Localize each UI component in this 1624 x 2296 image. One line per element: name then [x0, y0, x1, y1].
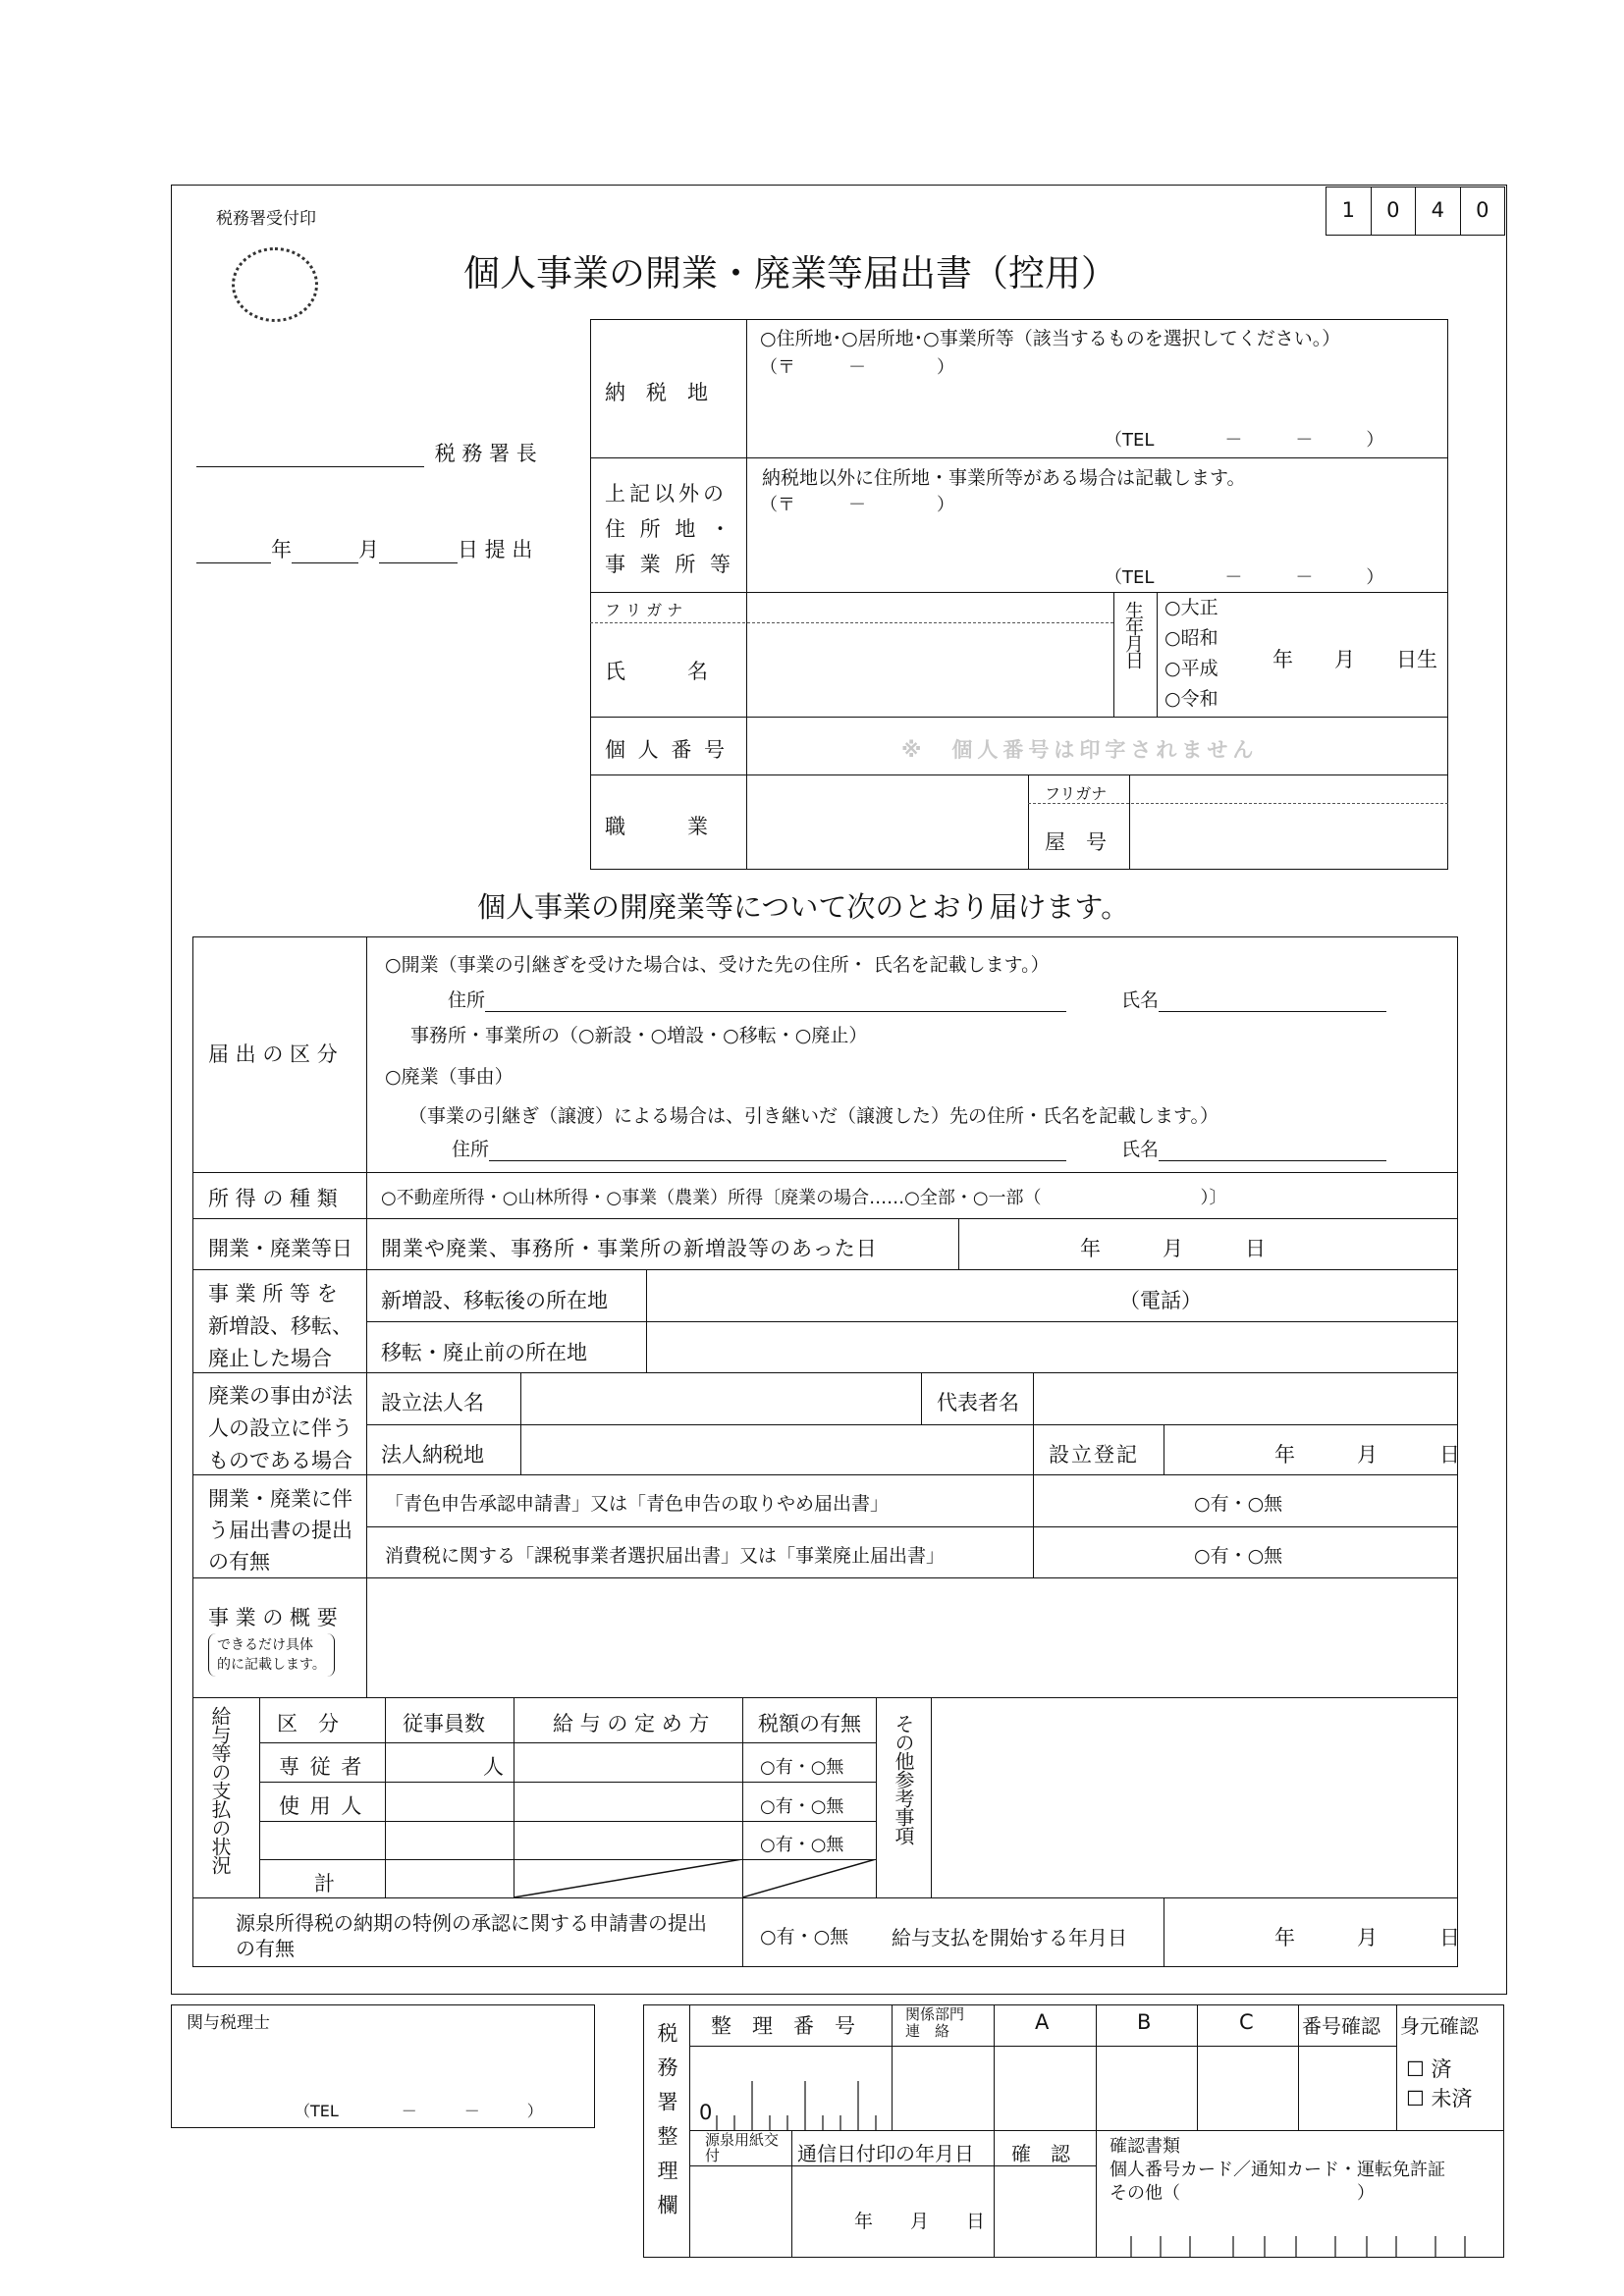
hikitsugi-note: （事業の引継ぎ（譲渡）による場合は、引き継いだ（譲渡した）先の住所・氏名を記載します。） [408, 1105, 1218, 1127]
divider [1298, 2004, 1299, 2130]
tax-office-name-line[interactable] [196, 442, 424, 467]
divider [590, 717, 1448, 718]
gensen-kofu: 源泉用紙交 付 [705, 2131, 794, 2164]
divider [994, 2004, 995, 2258]
kaigyo-option[interactable]: ○開業（事業の引継ぎを受けた場合は、受けた先の住所・ 氏名を記載します。） [385, 954, 1050, 976]
shorui-ticks [1096, 2228, 1504, 2258]
page-title: 個人事業の開業・廃業等届出書（控用） [463, 252, 1117, 294]
haigyo-address: 住所 [452, 1135, 1066, 1161]
salary-total-label: 計 [314, 1872, 335, 1896]
divider [192, 1218, 1458, 1219]
stamp-label: 税務署受付印 [216, 209, 316, 229]
divider-dashed [590, 622, 1113, 623]
divider [590, 457, 1448, 458]
form-code-digit: 1 [1341, 198, 1355, 222]
kaigyo-name-line[interactable] [1159, 990, 1386, 1012]
month-line[interactable] [292, 538, 358, 563]
col-a: A [1035, 2010, 1050, 2034]
haigyo-name: 氏名 [1121, 1135, 1386, 1161]
jimusho-option[interactable]: 事務所・事業所の（○新設・○増設・○移転・○廃止） [410, 1025, 868, 1046]
divider [590, 592, 1448, 593]
move-after-phone[interactable]: （電話） [1119, 1289, 1202, 1312]
haigyo-option[interactable]: ○廃業（事由） [385, 1066, 514, 1088]
year-line[interactable] [196, 538, 271, 563]
divider [259, 1782, 876, 1783]
kubun-label: 届 出 の 区 分 [208, 1042, 338, 1066]
shotoku-options[interactable]: ○不動産所得・○山林所得・○事業（農業）所得〔廃業の場合……○全部・○一部（ ）〕 [381, 1188, 1227, 1208]
nouzeichi-choice[interactable]: ○住所地･○居所地･○事業所等（該当するものを選択してください。） [760, 328, 1341, 349]
name-label: 氏 名 [605, 660, 708, 683]
era-reiwa[interactable]: ○令和 [1164, 688, 1218, 710]
gaiyo-note: できるだけ具体 的に記載します。 [208, 1633, 335, 1677]
gensen-umu[interactable]: ○有・○無 [760, 1926, 849, 1948]
seiri-label: 整 理 番 号 [711, 2014, 855, 2038]
mimoto-kakunin: 身元確認 [1400, 2014, 1479, 2038]
corp-addr-label: 法人納税地 [381, 1443, 484, 1467]
kankei-label: 関係部門連 絡 [905, 2005, 965, 2040]
divider [689, 2004, 690, 2258]
divider [791, 2130, 792, 2258]
move-before-label: 移転・廃止前の所在地 [381, 1341, 587, 1364]
corp-name-label: 設立法人名 [381, 1391, 484, 1415]
zeirishi-tel[interactable]: （TEL － － ） [295, 2102, 543, 2120]
salary-start-label: 給与支払を開始する年月日 [892, 1926, 1127, 1949]
birth-ymd[interactable]: 年 月 日生 [1272, 648, 1437, 671]
aoiro-umu[interactable]: ○有・○無 [1194, 1493, 1283, 1515]
month-label: 月 [358, 538, 379, 561]
divider [689, 2046, 1396, 2047]
divider [1033, 1372, 1034, 1424]
submission-date [196, 534, 532, 563]
shorui-list: 個人番号カード／通知カード・運転免許証 [1110, 2160, 1445, 2180]
salary-row-kubun: 専 従 者 [279, 1755, 364, 1779]
divider [192, 1897, 1458, 1898]
divider [385, 1697, 386, 1897]
divider [958, 1218, 959, 1269]
move-label: 事 業 所 等 を 新増設、移転、 廃止した場合 [208, 1282, 352, 1370]
form-code-digit: 0 [1371, 187, 1416, 235]
haigyo-name-line[interactable] [1159, 1140, 1386, 1161]
salary-header-method: 給 与 の 定 め 方 [553, 1712, 710, 1735]
divider [1033, 1474, 1034, 1577]
date-desc: 開業や廃業、事務所・事業所の新増設等のあった日 [381, 1237, 878, 1260]
form-code-digit: 4 [1415, 187, 1460, 235]
divider [1113, 592, 1114, 717]
filing-label: 開業・廃業に伴 う届出書の提出 の有無 [208, 1487, 352, 1574]
bango-kakunin: 番号確認 [1302, 2014, 1380, 2038]
date-label: 開業・廃業等日 [208, 1237, 352, 1260]
gensen-label: 源泉所得税の納期の特例の承認に関する申請書の提出の有無 [236, 1911, 707, 1960]
divider [366, 1424, 1458, 1425]
total-slash [514, 1859, 742, 1897]
other-address-tel[interactable]: （TEL － － ） [1105, 567, 1384, 588]
era-showa[interactable]: ○昭和 [1164, 627, 1218, 649]
shorui-title: 確認書類 [1110, 2136, 1180, 2157]
divider [520, 1372, 521, 1474]
form-code-digit: 0 [1460, 187, 1505, 235]
other-address-note: 納税地以外に住所地・事業所等がある場合は記載します。 [762, 467, 1246, 489]
divider [746, 319, 747, 870]
divider [366, 1321, 1458, 1322]
shohizei-label: 消費税に関する「課税事業者選択届出書」又は「事業廃止届出書」 [385, 1545, 946, 1567]
divider [1033, 1424, 1034, 1474]
zeirishi-label: 関与税理士 [187, 2013, 270, 2033]
office-side-label: 税務署整理欄 [655, 2022, 678, 2228]
divider [1028, 774, 1029, 870]
declaration: 個人事業の開廃業等について次のとおり届けます。 [477, 890, 1130, 924]
kaigyo-address-line[interactable] [485, 990, 1066, 1012]
salary-row-kubun: 使 用 人 [279, 1794, 364, 1818]
salary-header-kubun: 区 分 [277, 1712, 339, 1735]
yago-furigana: フリガナ [1045, 784, 1108, 803]
salary-header-tax: 税額の有無 [758, 1712, 861, 1735]
corp-label: 廃業の事由が法 人の設立に伴う ものである場合 [208, 1384, 352, 1472]
mimoto-zumi[interactable]: ☐ 済 [1406, 2057, 1452, 2081]
day-line[interactable] [379, 538, 458, 563]
yago-label: 屋 号 [1045, 830, 1107, 854]
furigana-label: フ リ ガ ナ [605, 601, 683, 619]
divider [689, 2130, 1504, 2131]
divider [1197, 2004, 1198, 2130]
divider [192, 1172, 1458, 1173]
divider [192, 1577, 1458, 1578]
tax-office-chief [196, 438, 537, 467]
move-after-label: 新増設、移転後の所在地 [381, 1289, 608, 1312]
date-ymd[interactable]: 年 月 日 [1080, 1237, 1266, 1260]
birthdate-label: 生年月日 [1122, 601, 1144, 667]
seiri-number-zero: 0 [699, 2101, 713, 2124]
registration-label: 設立登記 [1049, 1443, 1139, 1467]
divider [1396, 2004, 1397, 2130]
rep-name-label: 代表者名 [937, 1391, 1019, 1415]
salary-side-label: 給与等の支払の状況 [208, 1706, 232, 1874]
divider [646, 1269, 647, 1372]
col-c: C [1239, 2010, 1254, 2034]
nouzeichi-label: 納 税 地 [605, 381, 708, 404]
divider [192, 1697, 1458, 1698]
salary-start-ymd[interactable]: 年 月 日 [1274, 1926, 1460, 1949]
shorui-sonota: その他（ ） [1110, 2183, 1375, 2204]
gaiyo-label: 事 業 の 概 要 [208, 1606, 338, 1629]
salary-row-umu[interactable]: ○有・○無 [760, 1757, 844, 1778]
kaigyo-name: 氏名 [1121, 986, 1386, 1012]
divider [892, 2004, 893, 2130]
nouzeichi-tel[interactable]: （TEL － － ） [1105, 430, 1384, 451]
divider [259, 1697, 260, 1897]
era-options[interactable] [1164, 593, 1218, 715]
divider [259, 1742, 876, 1743]
occupation-label: 職 業 [605, 815, 708, 838]
kaigyo-address: 住所 [448, 986, 1066, 1012]
stamp-circle [232, 247, 318, 322]
divider [366, 1526, 1458, 1527]
kakunin-label: 確 認 [1011, 2142, 1070, 2165]
divider [259, 1821, 876, 1822]
shotoku-label: 所 得 の 種 類 [208, 1187, 338, 1210]
total-slash [742, 1859, 876, 1897]
day-label: 日 提 出 [458, 538, 533, 561]
tsushin-label: 通信日付印の年月日 [797, 2142, 974, 2165]
year-label: 年 [271, 538, 292, 561]
other-ref-label: その他参考事項 [892, 1714, 915, 1844]
mynumber-label: 個 人 番 号 [605, 738, 729, 762]
divider [931, 1697, 932, 1897]
divider [192, 1372, 1458, 1373]
divider [366, 936, 367, 1697]
form-code-box [1326, 187, 1505, 236]
mynumber-note: ※ 個人番号は印字されません [901, 738, 1259, 762]
mimoto-mizumi[interactable]: ☐ 未済 [1406, 2087, 1473, 2110]
divider [1157, 592, 1158, 717]
aoiro-label: 「青色申告承認申請書」又は「青色申告の取りやめ届出書」 [385, 1493, 890, 1515]
divider [192, 1269, 1458, 1270]
era-taisho[interactable]: ○大正 [1164, 597, 1218, 618]
registration-ymd[interactable]: 年 月 日 [1274, 1443, 1460, 1467]
divider [590, 774, 1448, 775]
nouzeichi-postal[interactable]: （〒 － ） [760, 357, 954, 378]
salary-row-count[interactable]: 人 [483, 1755, 504, 1779]
tsushin-ymd: 年 月 日 [854, 2211, 986, 2232]
tax-office-chief-label: 税 務 署 長 [434, 442, 537, 465]
other-address-label: 上記以外の 住 所 地 ・ 事 業 所 等 [605, 482, 735, 576]
col-b: B [1137, 2010, 1152, 2034]
salary-row-umu[interactable]: ○有・○無 [760, 1835, 844, 1855]
shohizei-umu[interactable]: ○有・○無 [1194, 1545, 1283, 1567]
divider [192, 1474, 1458, 1475]
salary-row-umu[interactable]: ○有・○無 [760, 1796, 844, 1817]
divider [876, 1697, 877, 1897]
seiri-number-ticks [699, 2061, 892, 2130]
divider [921, 1372, 922, 1424]
haigyo-address-line[interactable] [489, 1140, 1066, 1161]
divider [1096, 2004, 1097, 2258]
divider [742, 1697, 743, 1967]
other-address-postal[interactable]: （〒 － ） [760, 495, 954, 515]
era-heisei[interactable]: ○平成 [1164, 658, 1218, 679]
divider [1129, 774, 1130, 870]
salary-header-count: 従事員数 [403, 1712, 485, 1735]
taxpayer-table [590, 319, 1448, 870]
